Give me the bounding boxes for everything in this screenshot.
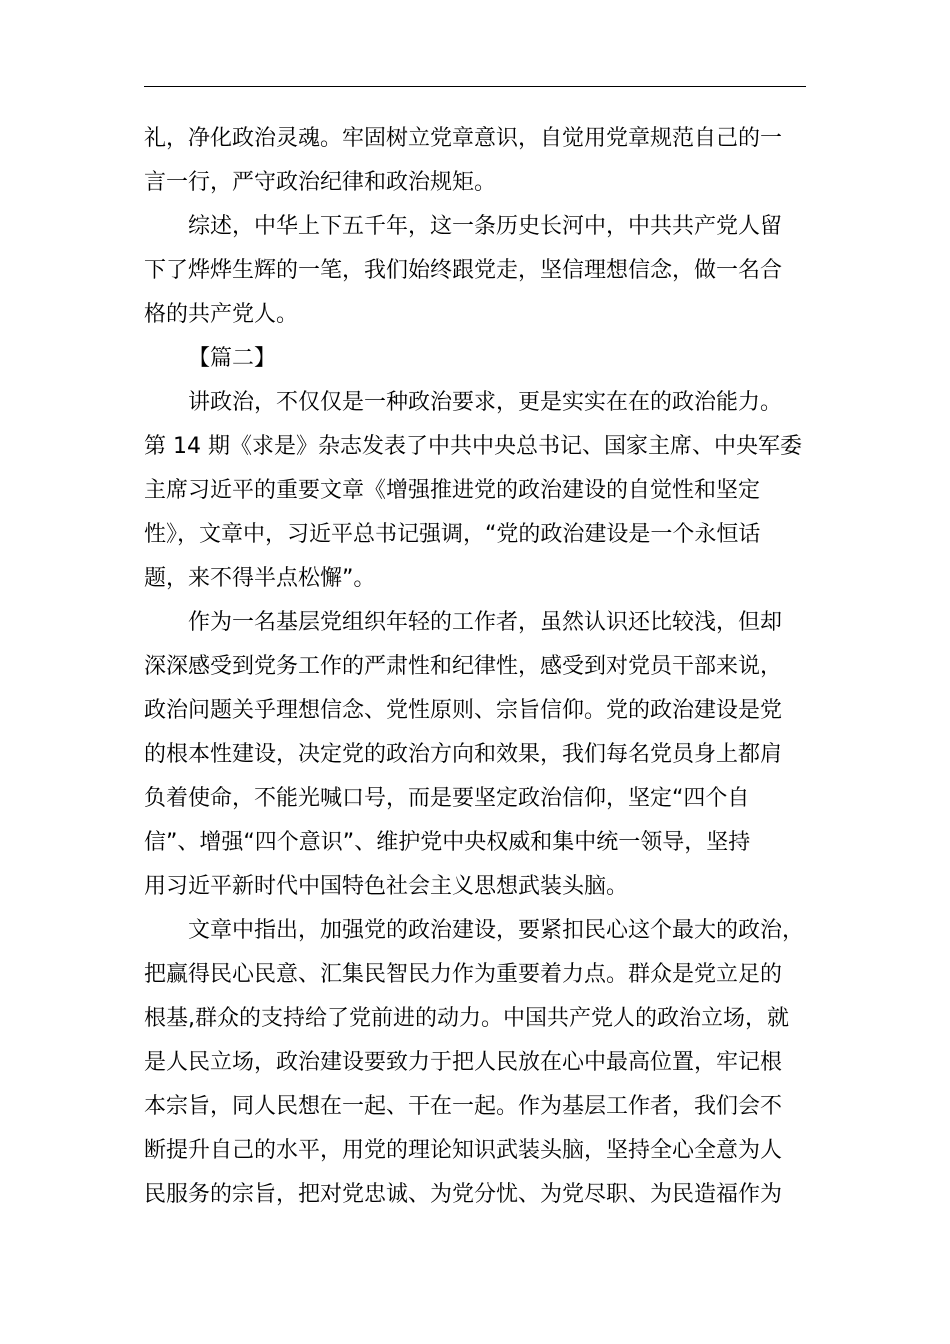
text-line: 把赢得民心民意、汇集民智民力作为重要着力点。群众是党立足的 (144, 962, 783, 987)
text-line: 文章中指出，加强党的政治建设，要紧扣民心这个最大的政治， (188, 918, 805, 943)
text-line: 性》，文章中，习近平总书记强调，“党的政治建设是一个永恒话 (144, 522, 761, 547)
text-line: 作为一名基层党组织年轻的工作者，虽然认识还比较浅，但却 (188, 610, 783, 635)
text-line: 深深感受到党务工作的严肃性和纪律性，感受到对党员干部来说， (144, 654, 783, 679)
text-line: 信”、增强“四个意识”、维护党中央权威和集中统一领导，坚持 (144, 830, 751, 855)
header-rule (144, 86, 806, 87)
text-line: 第 14 期《求是》杂志发表了中共中央总书记、国家主席、中央军委 (144, 434, 802, 459)
text-line: 断提升自己的水平，用党的理论知识武装头脑，坚持全心全意为人 (144, 1138, 783, 1163)
text-line: 下了烨烨生辉的一笔，我们始终跟党走，坚信理想信念，做一名合 (144, 258, 783, 283)
text-line: 主席习近平的重要文章《增强推进党的政治建设的自觉性和坚定 (144, 478, 761, 503)
text-line: 格的共产党人。 (144, 302, 299, 327)
text-line: 政治问题关乎理想信念、党性原则、宗旨信仰。党的政治建设是党 (144, 698, 783, 723)
text-line: 讲政治，不仅仅是一种政治要求，更是实实在在的政治能力。 (188, 390, 783, 415)
text-line: 题，来不得半点松懈”。 (144, 566, 376, 591)
text-line: 综述，中华上下五千年，这一条历史长河中，中共共产党人留 (188, 214, 783, 239)
text-line: 言一行，严守政治纪律和政治规矩。 (144, 170, 497, 195)
section-heading: 【篇二】 (188, 346, 277, 371)
text-line: 本宗旨，同人民想在一起、干在一起。作为基层工作者，我们会不 (144, 1094, 783, 1119)
text-line: 根基,群众的支持给了党前进的动力。中国共产党人的政治立场，就 (144, 1006, 789, 1031)
document-body (144, 117, 806, 1217)
text-line: 是人民立场，政治建设要致力于把人民放在心中最高位置，牢记根 (144, 1050, 783, 1075)
text-line: 的根本性建设，决定党的政治方向和效果，我们每名党员身上都肩 (144, 742, 783, 767)
text-line: 礼，净化政治灵魂。牢固树立党章意识，自觉用党章规范自己的一 (144, 126, 783, 151)
text-line: 民服务的宗旨，把对党忠诚、为党分忧、为党尽职、为民造福作为 (144, 1182, 783, 1207)
text-line: 用习近平新时代中国特色社会主义思想武装头脑。 (144, 874, 629, 899)
text-line: 负着使命，不能光喊口号，而是要坚定政治信仰，坚定“四个自 (144, 786, 750, 811)
